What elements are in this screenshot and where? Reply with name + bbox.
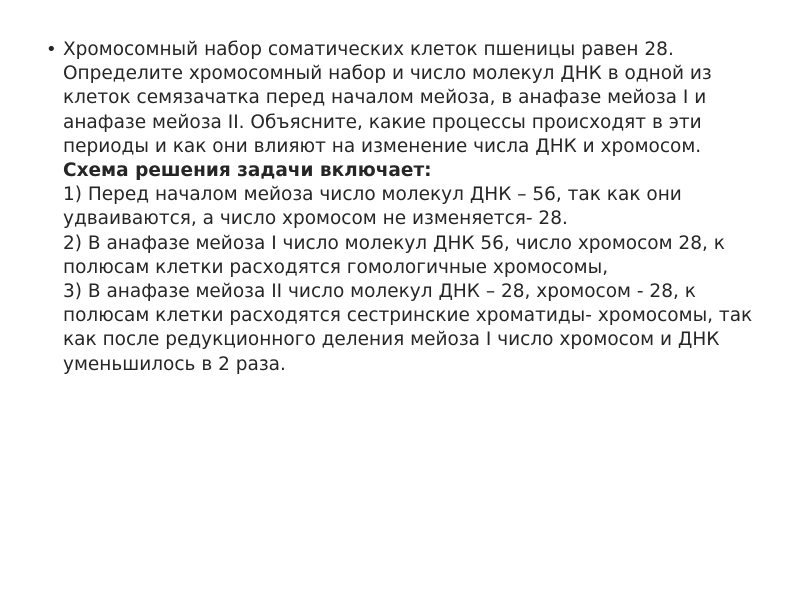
- slide-body: [63, 38, 764, 377]
- question-text: Хромосомный набор соматических клеток пшеницы равен 28. Определите хромосомный набор и число молекул ДНК в одной из клеток семязачатка перед началом мейоза, в анафазе мейоза I и анафазе мейоза II. Объясните, какие процессы происходят в эти периоды и как они влияют на изменение числа ДНК и хромосом.: [63, 39, 712, 157]
- answer-item-1: 1) Перед началом мейоза число молекул ДНК – 56, так как они удваиваются, а число хромосом не изменяется- 28.: [63, 184, 682, 230]
- answer-item-3: 3) В анафазе мейоза II число молекул ДНК – 28, хромосом - 28, к полюсам клетки расходятся сестринские хроматиды- хромосомы, так как после редукционного деления мейоза I число хромосом и ДНК уменьшилось в 2 раза.: [63, 281, 753, 375]
- bullet-icon: •: [46, 39, 57, 60]
- answer-item-2: 2) В анафазе мейоза I число молекул ДНК 56, число хромосом 28, к полюсам клетки расходятся гомологичные хромосомы,: [63, 232, 725, 278]
- slide-content: [46, 38, 764, 377]
- solution-heading: Схема решения задачи включает:: [63, 160, 432, 182]
